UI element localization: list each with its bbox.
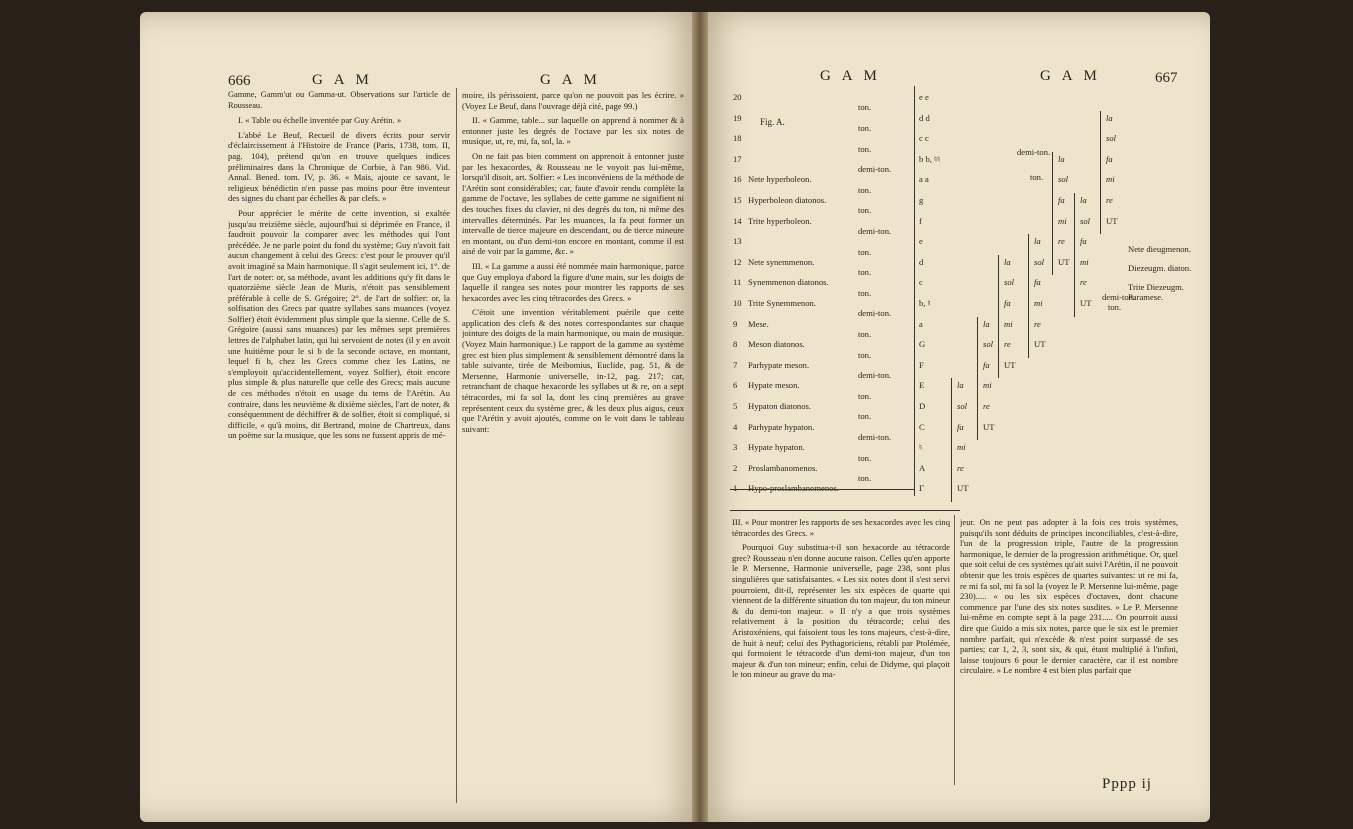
- hexachord-syllable: fa: [1080, 236, 1087, 247]
- note-letter: b b, ♮♮: [919, 153, 941, 164]
- interval-label: ton.: [858, 349, 872, 360]
- row-number: 10: [733, 298, 742, 308]
- figure-label: Fig. A.: [760, 117, 785, 127]
- interval-label: ton.: [858, 267, 872, 278]
- row-number: 16: [733, 174, 742, 185]
- note-letter: C: [919, 421, 925, 432]
- table-vertical-rule: [914, 86, 915, 496]
- page-number-right: 667: [1155, 70, 1178, 86]
- running-head-left-2: G A M: [540, 72, 601, 88]
- running-head-right-1: G A M: [820, 68, 881, 84]
- interval-label: ton.: [858, 328, 872, 339]
- hexachord-syllable: la: [1004, 256, 1011, 267]
- interval-label: demi-ton.: [858, 225, 892, 236]
- paragraph: III. « La gamme a aussi été nommée main harmonique, parce que Guy employa d'abord la figure d'une main, sur les doigts de laquelle il rangea ses notes pour montrer les rapports de ses hexacordes avec les cinq tétracordes des Grecs. »: [462, 260, 684, 303]
- paragraph: Pour apprécier le mérite de cette invention, si exaltée jusqu'au treizième siècle, aujourd'hui si déprimée en France, il faudroit pouvoir la comparer avec les méthodes qui l'ont précédée. Je ne parle point du fond du système; Guy n'avoit fait aucun changement à celui des Grecs: c'est pour le prouver qu'il avoit imaginé sa Main harmonique. Il s'agit seulement ici, 1°. de l'art de noter: or, sa méthode, avant les additions qu'y fit dans le quatorzième siècle Jean de Muris, n'étoit pas sensiblement préférable à celle de S. Grégoire; 2°. de l'art de solfier: or, la solfisation des Grecs par quatre syllabes sans muances (voyez Solfier) étoit évidemment plus simple que la sienne. Celle de S. Grégoire (aussi sans muances) par les mêmes sept premières lettres de l'alphabet latin, qui lui servoient de notes (il y en avoit une huitième pour le si b de la seconde octave, en montant, lequel fi b, chez les Grecs comme chez les Latins, ne s'employoit qu'accidentellement, voyez Solfier), étoit encore plus simple & plus naturelle que celle des Grecs; mais aucune de ces méthodes n'étoit en usage du tems de l'Arétin. Au contraire, dans les neuvième & dixième siècles, l'art de noter, & conséquemment de déchiffrer & de solfier, étoit si compliqué, si difficile, « qu'à moins, dit Bertrand, moine de Chartreux, dans un poëme sur la musique, que les sons ne fussent appris de mé-: [228, 207, 450, 441]
- interval-label: ton.: [858, 390, 872, 401]
- greek-note-name: Meson diatonos.: [748, 339, 805, 350]
- hexachord-syllable: re: [1034, 318, 1041, 329]
- book-spine: [692, 12, 708, 822]
- article-heading: Gamme, Gamm'ut ou Gamma-ut. Observations sur l'article de Rousseau.: [228, 90, 450, 110]
- interval-label: demi-ton.: [858, 308, 892, 319]
- column-rule: [954, 515, 955, 785]
- right-column-1: [732, 517, 950, 787]
- row-number: 17: [733, 153, 742, 164]
- hexachord-syllable: sol: [1080, 215, 1091, 226]
- note-letter: Γ: [919, 483, 924, 494]
- interval-label: ton.: [858, 287, 872, 298]
- greek-note-name: Hypaton diatonos.: [748, 401, 812, 411]
- hexachord-syllable: sol: [1004, 277, 1015, 288]
- interval-label: demi-ton.: [858, 431, 892, 442]
- greek-note-name: Parhypate hypaton.: [748, 421, 815, 432]
- hexachord-syllable: UT: [1034, 339, 1046, 350]
- interval-label: ton.: [858, 246, 872, 257]
- hexachord-syllable: UT: [1004, 359, 1016, 370]
- interval-label: ton.: [858, 122, 872, 133]
- column-rule: [456, 88, 457, 803]
- interval-label: ton.: [858, 205, 872, 216]
- hexachord-syllable: mi: [1080, 256, 1089, 267]
- page-number-left: 666: [228, 73, 251, 89]
- greek-note-name: Trite hyperboleon.: [748, 215, 812, 226]
- note-letter: g: [919, 195, 924, 205]
- hexachord-syllable: la: [957, 380, 964, 391]
- hexachord-syllable: mi: [1004, 318, 1013, 329]
- hexachord-syllable: fa: [1004, 298, 1011, 308]
- right-column-2: [960, 517, 1178, 777]
- running-head-right-2: G A M: [1040, 68, 1101, 84]
- interval-label: ton.: [858, 411, 872, 422]
- left-column-1: [228, 90, 450, 810]
- row-number: 18: [733, 133, 742, 144]
- right-interval-label: ton.: [1030, 172, 1044, 182]
- row-number: 13: [733, 236, 742, 247]
- hexachord-syllable: fa: [1106, 153, 1113, 164]
- hexachord-syllable: la: [1058, 153, 1065, 164]
- hexachord-rule: [998, 255, 999, 379]
- greek-note-label: Trite Diezeugm.: [1128, 282, 1185, 292]
- running-head-left-1: G A M: [312, 72, 373, 88]
- section-rule: [730, 510, 960, 511]
- greek-note-name: Trite Synemmenon.: [748, 298, 816, 308]
- right-interval-label: demi-ton.: [1017, 147, 1051, 157]
- row-number: 20: [733, 92, 742, 102]
- row-number: 12: [733, 256, 742, 267]
- interval-label: ton.: [858, 452, 872, 463]
- hexachord-syllable: re: [1106, 195, 1113, 205]
- paragraph: I. « Table ou échelle inventée par Guy Arétin. »: [238, 115, 402, 126]
- paragraph: moire, ils périssoient, parce qu'on ne pouvoit pas les écrire. » (Voyez Le Beuf, dans l'ouvrage déjà cité, page 99.): [462, 90, 684, 111]
- greek-note-label: Nete dieugmenon.: [1128, 244, 1192, 254]
- greek-note-name: Hypate meson.: [748, 380, 800, 391]
- row-number: 4: [733, 421, 738, 432]
- row-number: 2: [733, 462, 738, 473]
- paragraph: C'étoit une invention véritablement puérile que cette application des clefs & des notes correspondantes sur chaque jointure des doigts de la main harmonique, ou main de musique. (Voyez Main harmonique.) Le rapport de la gamme au système grec est bien plus simplement & sensiblement démontré dans la table suivante, tirée de Meibomius, Euclide, pag. 51, & de Mersenne, Harmonie universelle, in-12, pag. 217; car, retranchant de chaque hexacorde les syllabes ut & re, on a sept tétracordes, mi fa sol la, dont les cinq premières au grave représentent ceux du système grec, & les deux plus aigus, ceux que l'Arétin y avoit ajoutés, comme on le voit dans le tableau suivant:: [462, 307, 684, 434]
- signature-mark: Pppp ij: [1102, 776, 1152, 792]
- note-letter: D: [919, 401, 926, 411]
- note-letter: ♮: [919, 442, 923, 453]
- hexachord-syllable: UT: [983, 421, 995, 432]
- hexachord-syllable: UT: [957, 483, 969, 494]
- greek-note-name: Synemmenon diatonos.: [748, 277, 829, 288]
- hexachord-syllable: sol: [1034, 256, 1045, 267]
- row-number: 11: [733, 277, 742, 288]
- hexachord-syllable: re: [1058, 236, 1065, 247]
- note-letter: b, ♮: [919, 298, 931, 308]
- paragraph: III. « Pour montrer les rapports de ses hexacordes avec les cinq tétracordes des Grecs. »: [732, 517, 950, 538]
- paragraph: Pourquoi Guy substitua-t-il son hexacorde au tétracorde grec? Rousseau n'en donne aucune raison. Celles qu'en apporte le P. Mersenne, Harmonie universelle, page 238, sont plus singulières que satisfaisantes. « Les six notes dont il s'est servi pourroient, dit-il, représenter les six espèces de quarte qui viennent de la différente situation du ton majeur, du ton mineur & du demi-ton majeur. » Il n'y a que trois systèmes relativement à la position du tétracorde; celui des Aristoxéniens, qui faisoient tous les tons majeurs, c'est-à-dire, de huit à neuf; celui des Pythagoriciens, rétabli par Ptolémée, qui formoient le tétracorde d'un demi-ton majeur, d'un ton majeur & d'un ton mineur; enfin, celui de Didyme, qui plaçoit le ton mineur au grave du ma-: [732, 542, 950, 680]
- note-letter: e e: [919, 92, 929, 102]
- hexachord-syllable: mi: [1106, 174, 1115, 185]
- hexachord-syllable: sol: [1058, 174, 1069, 185]
- greek-note-name: Nete synemmenon.: [748, 256, 815, 267]
- greek-note-name: Nete hyperboleon.: [748, 174, 812, 185]
- note-letter: c: [919, 277, 923, 288]
- left-column-2: [462, 90, 684, 810]
- interval-label: demi-ton.: [858, 164, 892, 175]
- hexachord-syllable: UT: [1058, 256, 1070, 267]
- hexachord-rule: [1052, 152, 1053, 276]
- greek-note-label: Diezeugm. diaton.: [1128, 263, 1192, 273]
- hexachord-syllable: UT: [1080, 298, 1092, 308]
- hexachord-syllable: la: [1106, 112, 1113, 123]
- row-number: 3: [733, 442, 738, 453]
- hexachord-syllable: mi: [957, 442, 966, 453]
- row-number: 8: [733, 339, 738, 350]
- row-number: 14: [733, 215, 742, 226]
- hexachord-syllable: sol: [957, 401, 968, 411]
- hexachord-syllable: fa: [1058, 195, 1065, 205]
- row-number: 7: [733, 359, 738, 370]
- hexachord-rule: [1028, 234, 1029, 358]
- greek-note-name: Hyperboleon diatonos.: [748, 195, 827, 205]
- hexachord-rule: [1100, 111, 1101, 235]
- interval-label: demi-ton.: [858, 370, 892, 381]
- interval-label: ton.: [858, 143, 872, 154]
- hexachord-syllable: sol: [983, 339, 994, 350]
- hexachord-rule: [1074, 193, 1075, 317]
- row-number: 5: [733, 401, 738, 411]
- note-letter: a a: [919, 174, 929, 185]
- note-letter: E: [919, 380, 925, 391]
- note-letter: d: [919, 256, 924, 267]
- hexachord-syllable: fa: [983, 359, 990, 370]
- hexachord-syllable: fa: [1034, 277, 1041, 288]
- hexachord-syllable: mi: [1058, 215, 1067, 226]
- table-bottom-rule: [730, 489, 915, 490]
- paragraph: II. « Gamme, table... sur laquelle on apprend à nommer & à entonner juste les degrés de l'octave par les six notes de musique, ut, re, mi, fa, sol, la. »: [462, 115, 684, 147]
- hexachord-syllable: UT: [1106, 215, 1118, 226]
- hexachord-rule: [951, 378, 952, 502]
- paragraph: L'abbé Le Beuf, Recueil de divers écrits pour servir d'éclaircissement à l'Histoire de France (Paris, 1738, tom. II, pag. 104), prétend qu'on en trouve quelques indices préliminaires dans la Chronique de Corbie, à l'an 986. Vid. Annal. Bened. tom. IV, p. 36. « Mais, ajoute ce savant, le religieux bénédictin n'en passe pas moins pour être inventeur des signes du chant par échelles & par clefs. »: [228, 129, 450, 204]
- note-letter: e: [919, 236, 923, 247]
- hexachord-syllable: re: [1080, 277, 1087, 288]
- hexachord-syllable: la: [983, 318, 990, 329]
- greek-note-name: Parhypate meson.: [748, 359, 810, 370]
- greek-note-name: Proslambanomenos.: [748, 462, 818, 473]
- row-number: 15: [733, 195, 742, 205]
- note-letter: A: [919, 462, 926, 473]
- hexachord-syllable: fa: [957, 421, 964, 432]
- hexachord-syllable: mi: [983, 380, 992, 391]
- interval-label: ton.: [858, 473, 872, 484]
- right-interval-label: demi-ton.: [1102, 292, 1136, 302]
- note-letter: f: [919, 215, 922, 226]
- paragraph: On ne fait pas bien comment on apprenoit à entonner juste par les hexacordes, & Rousseau ne le voyoit pas lui-même, lorsqu'il disoit, art. Solfier: « Les inconvéniens de la méthode de l'Arétin sont considérables; car, faute d'avoir rendu complète la gamme de l'octave, les syllabes de cette gamme ne signifient ni des touches fixes du clavier, ni des degrés du ton, ni même des intervalles déterminés. Par les muances, la fa peut former un intervalle de tierce majeure en descendant, ou de tierce mineure en montant, ou d'un demi-ton encore en montant, comme il est aisé de voir par la gamme, &c. »: [462, 150, 684, 257]
- hexachord-syllable: sol: [1106, 133, 1117, 144]
- hexachord-syllable: re: [983, 401, 990, 411]
- greek-note-name: Hypate hypaton.: [748, 442, 805, 453]
- note-letter: d d: [919, 112, 930, 123]
- row-number: 6: [733, 380, 738, 391]
- interval-label: ton.: [858, 184, 872, 195]
- hexachord-syllable: mi: [1034, 298, 1043, 308]
- hexachord-syllable: la: [1034, 236, 1041, 247]
- hexachord-syllable: la: [1080, 195, 1087, 205]
- note-letter: G: [919, 339, 926, 350]
- hexachord-syllable: re: [957, 462, 964, 473]
- hexachord-rule: [977, 317, 978, 441]
- note-letter: F: [919, 359, 924, 370]
- row-number: 19: [733, 112, 742, 123]
- greek-note-name: Mese.: [748, 318, 769, 329]
- paragraph: jeur. On ne peut pas adopter à la fois ces trois systèmes, puisqu'ils sont déduits de principes inconciliables, c'est-à-dire, l'un de la progression triple, l'autre de la progression harmonique, le dernier de la progression arithmétique. Or, quel que soit celui de ces systèmes qu'ait suivi l'Arétin, il ne pouvoit obtenir que les trois espèces de quartes suivantes: ut re mi fa, re mi fa sol, mi fa sol la (voyez le P. Mersenne lui-même, page 230)..... « ou les six espèces d'octaves, dont chacune commence par l'une des six notes susdites. » Le P. Mersenne lui-même en compte sept à la page 231..... On pourroit aussi dire que Guido a mis six notes, parce que le six est le premier nombre parfait, qui n'excède & n'est point surpassé de ses parties; car 1, 2, 3, sont six, & qui, étant multiplié à l'infini, laisse toujours 6 pour le dernier caractère, car il est nombre circulaire. » Le nombre 4 est bien plus parfait que: [960, 517, 1178, 676]
- note-letter: c c: [919, 133, 929, 144]
- note-letter: a: [919, 318, 923, 329]
- right-interval-label: ton.: [1108, 302, 1122, 312]
- row-number: 9: [733, 318, 738, 329]
- hexachord-syllable: re: [1004, 339, 1011, 350]
- interval-label: ton.: [858, 102, 872, 113]
- greek-note-label: Paramese.: [1128, 292, 1164, 302]
